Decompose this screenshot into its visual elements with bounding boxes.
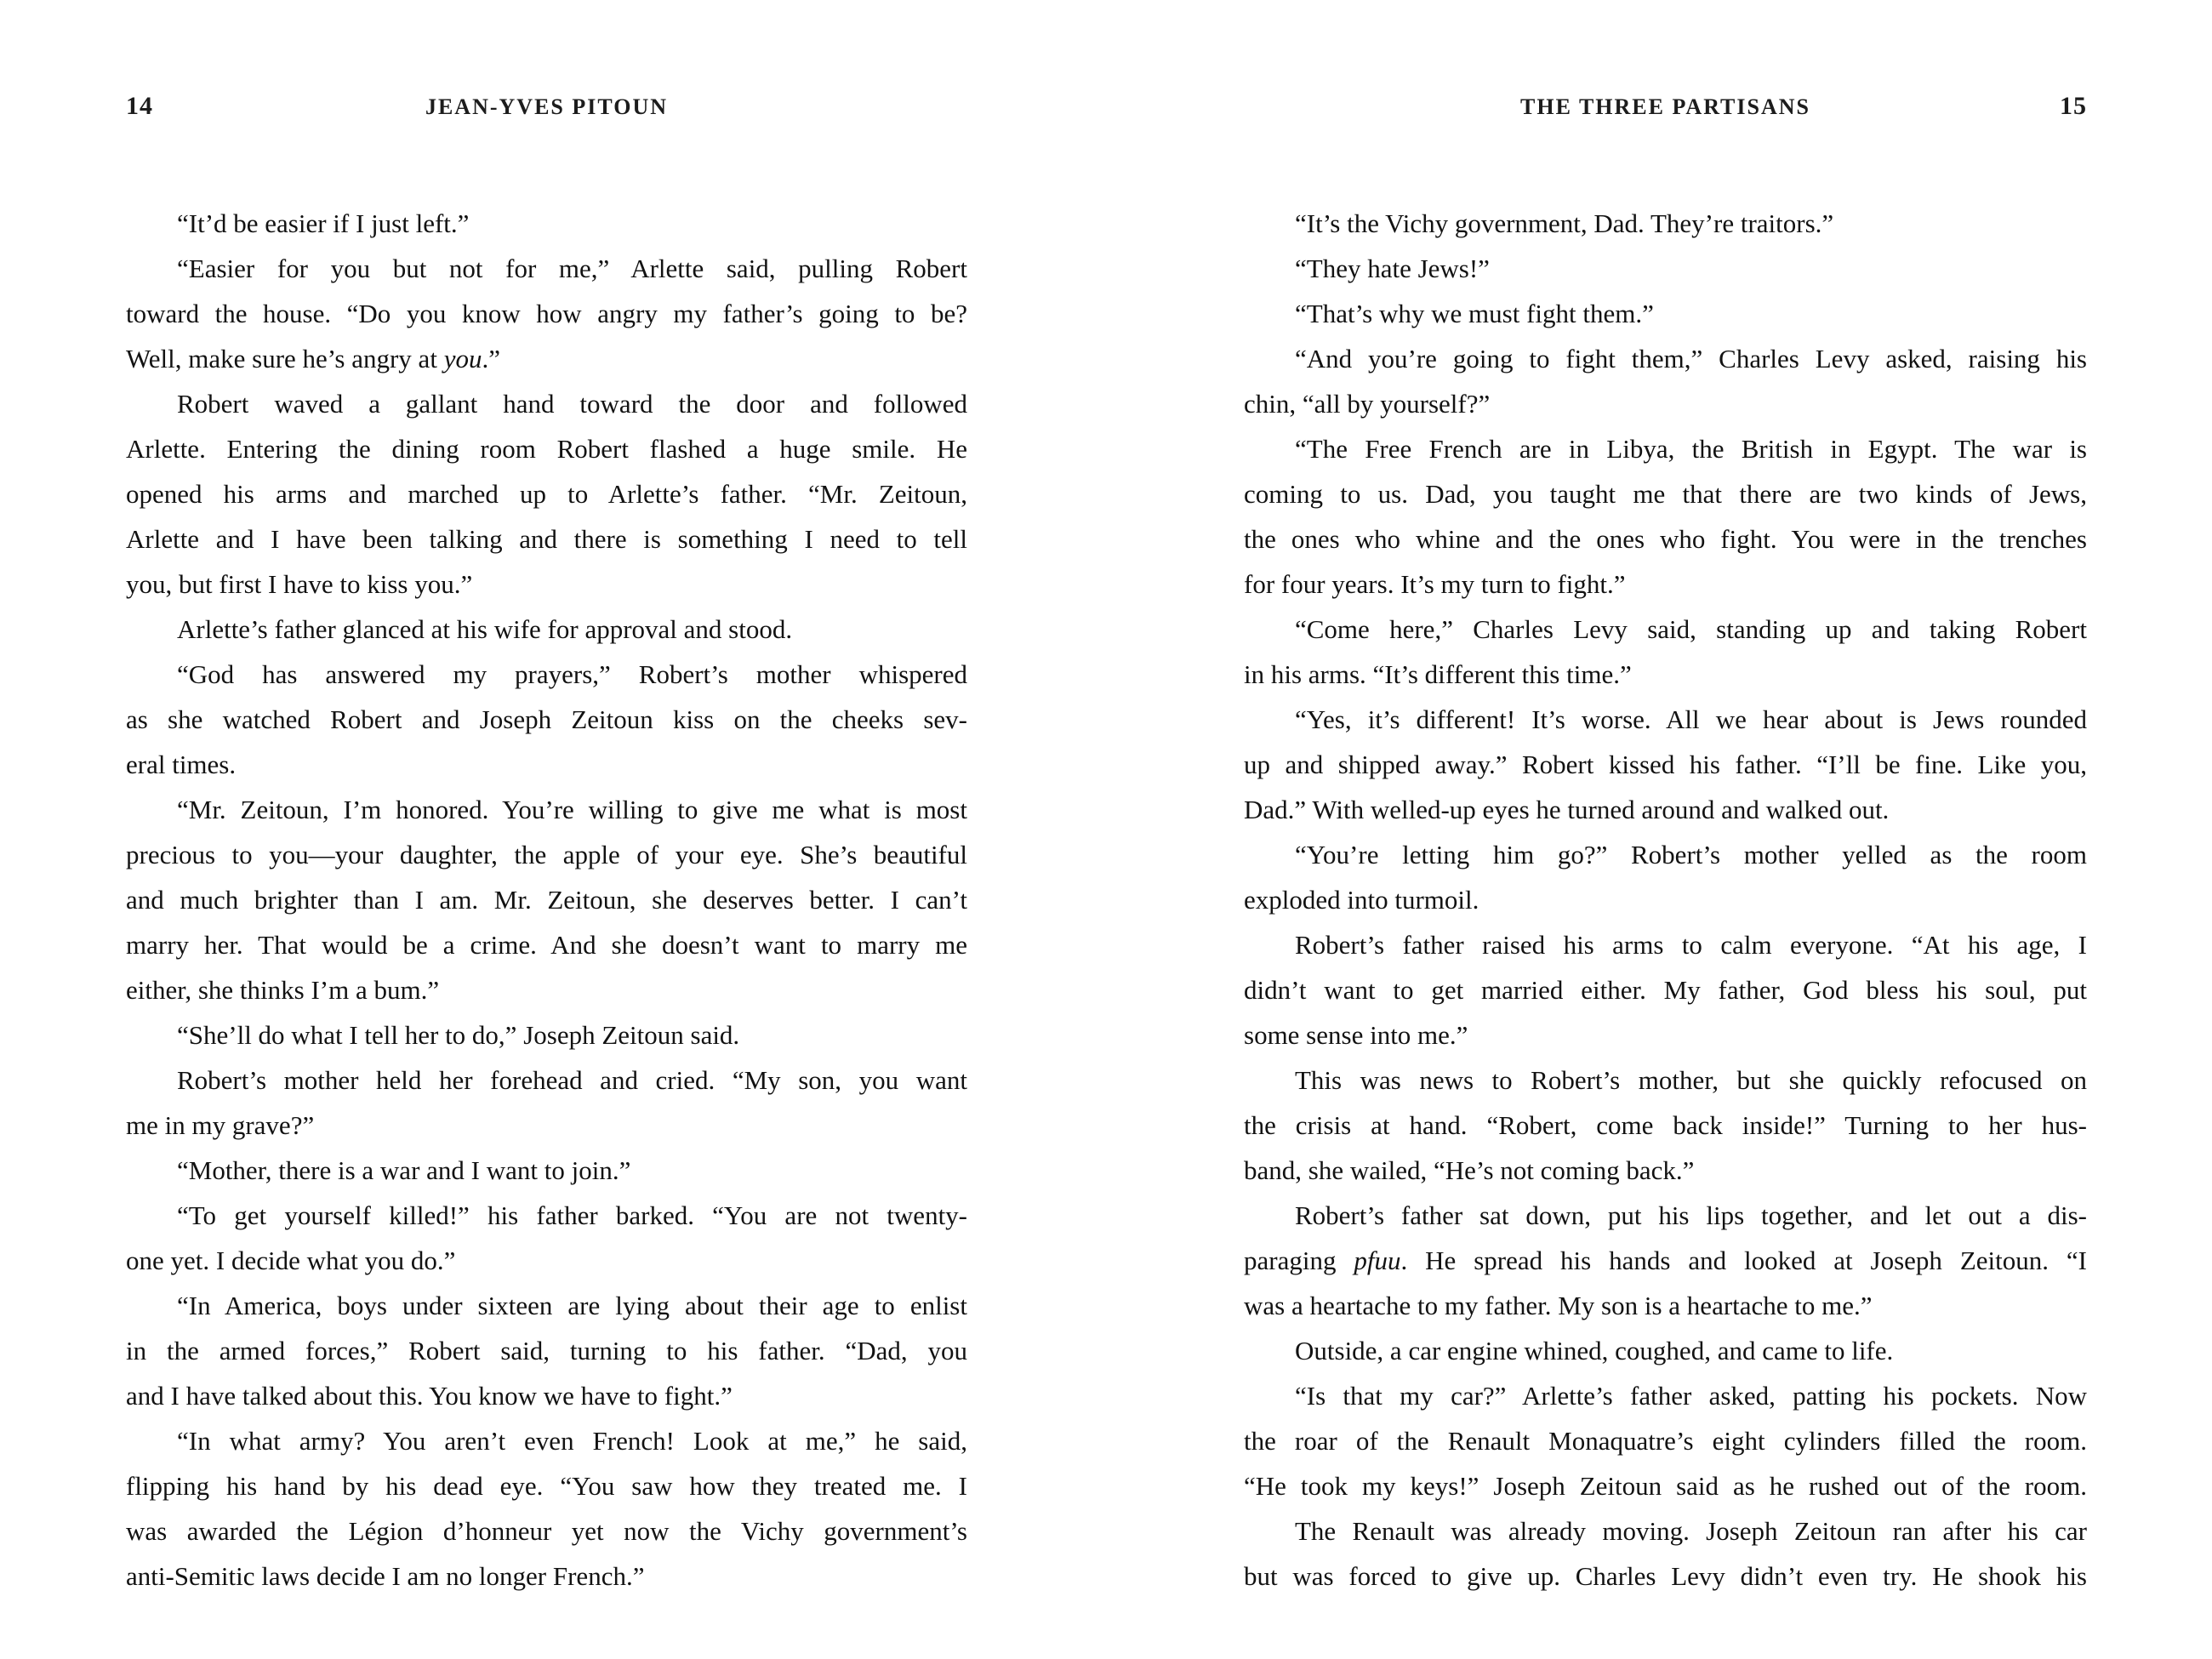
text-line: as she watched Robert and Joseph Zeitoun kiss on the cheeks sev- (126, 704, 967, 734)
text-line: “Easier for you but not for me,” Arlette said, pulling Robert (177, 254, 967, 283)
text-line: Arlette and I have been talking and there is something I need to tell (126, 524, 967, 554)
text-line: Arlette’s father glanced at his wife for approval and stood. (177, 614, 793, 644)
text-line: chin, “all by yourself?” (1244, 389, 1491, 419)
text-line: and much brighter than I am. Mr. Zeitoun, she deserves better. I can’t (126, 885, 967, 915)
text-line: “They hate Jews!” (1295, 254, 1490, 283)
text-line: either, she thinks I’m a bum.” (126, 975, 440, 1005)
text-line: coming to us. Dad, you taught me that there are two kinds of Jews, (1244, 479, 2087, 509)
text-line: “He took my keys!” Joseph Zeitoun said as he rushed out of the room. (1244, 1471, 2087, 1501)
text-line: Robert waved a gallant hand toward the door and followed (177, 389, 967, 419)
text-line: you, but first I have to kiss you.” (126, 569, 473, 599)
text-line: Robert’s father sat down, put his lips together, and let out a dis- (1295, 1200, 2087, 1230)
text-line: flipping his hand by his dead eye. “You saw how they treated me. I (126, 1471, 967, 1501)
text-line: the ones who whine and the ones who fight. You were in the trenches (1244, 524, 2087, 554)
running-header-title: THE THREE PARTISANS (1520, 94, 1810, 119)
text-line: “And you’re going to fight them,” Charles Levy asked, raising his (1295, 344, 2087, 373)
right-page (1106, 0, 2212, 1659)
text-line: the crisis at hand. “Robert, come back inside!” Turning to her hus- (1244, 1110, 2087, 1140)
text-line: This was news to Robert’s mother, but she quickly refocused on (1295, 1065, 2087, 1095)
text-line: me in my grave?” (126, 1110, 315, 1140)
text-line: “It’d be easier if I just left.” (177, 208, 470, 238)
text-line: Well, make sure he’s angry at you.” (126, 344, 500, 373)
text-line: “In what army? You aren’t even French! Look at me,” he said, (177, 1426, 967, 1456)
text-line: and I have talked about this. You know we have to fight.” (126, 1381, 733, 1411)
text-line: anti-Semitic laws decide I am no longer French.” (126, 1561, 645, 1591)
text-line: “Yes, it’s different! It’s worse. All we hear about is Jews rounded (1295, 704, 2087, 734)
text-line: “Mr. Zeitoun, I’m honored. You’re willing to give me what is most (177, 795, 967, 824)
text-line: band, she wailed, “He’s not coming back.” (1244, 1155, 1695, 1185)
text-line: “You’re letting him go?” Robert’s mother yelled as the room (1295, 840, 2087, 869)
text-line: Arlette. Entering the dining room Robert flashed a huge smile. He (126, 434, 967, 464)
text-line: “In America, boys under sixteen are lying about their age to enlist (177, 1291, 967, 1320)
text-line: toward the house. “Do you know how angry my father’s going to be? (126, 299, 967, 328)
page-number-left: 14 (126, 92, 153, 120)
right-page-header-row (1244, 90, 2087, 124)
text-line: “That’s why we must fight them.” (1295, 299, 1654, 328)
text-line: Outside, a car engine whined, coughed, and came to life. (1295, 1336, 1894, 1365)
text-line: precious to you—your daughter, the apple of your eye. She’s beautiful (126, 840, 967, 869)
text-line: some sense into me.” (1244, 1020, 1468, 1050)
text-line: up and shipped away.” Robert kissed his father. “I’ll be fine. Like you, (1244, 750, 2087, 779)
text-line: Robert’s father raised his arms to calm everyone. “At his age, I (1295, 930, 2087, 960)
text-line: for four years. It’s my turn to fight.” (1244, 569, 1626, 599)
text-line: opened his arms and marched up to Arlette’s father. “Mr. Zeitoun, (126, 479, 967, 509)
text-line: “She’ll do what I tell her to do,” Joseph Zeitoun said. (177, 1020, 740, 1050)
text-line: didn’t want to get married either. My father, God bless his soul, put (1244, 975, 2087, 1005)
text-line: was awarded the Légion d’honneur yet now the Vichy government’s (126, 1516, 967, 1546)
text-line: paraging pfuu. He spread his hands and looked at Joseph Zeitoun. “I (1244, 1246, 2087, 1275)
text-line: “To get yourself killed!” his father barked. “You are not twenty- (177, 1200, 967, 1230)
text-line: The Renault was already moving. Joseph Zeitoun ran after his car (1295, 1516, 2087, 1546)
text-line: but was forced to give up. Charles Levy didn’t even try. He shook his (1244, 1561, 2087, 1591)
text-line: eral times. (126, 750, 237, 779)
text-line: Robert’s mother held her forehead and cried. “My son, you want (177, 1065, 967, 1095)
text-line: was a heartache to my father. My son is a heartache to me.” (1244, 1291, 1873, 1320)
text-line: one yet. I decide what you do.” (126, 1246, 456, 1275)
text-line: Dad.” With welled-up eyes he turned around and walked out. (1244, 795, 1890, 824)
running-header-author: JEAN-YVES PITOUN (425, 94, 669, 119)
right-page-text-block (1244, 201, 2087, 1599)
text-line: the roar of the Renault Monaquatre’s eight cylinders filled the room. (1244, 1426, 2087, 1456)
text-line: exploded into turmoil. (1244, 885, 1479, 915)
page-number-right: 15 (2060, 92, 2087, 120)
text-line: “It’s the Vichy government, Dad. They’re traitors.” (1295, 208, 1834, 238)
text-line: in the armed forces,” Robert said, turning to his father. “Dad, you (126, 1336, 967, 1365)
text-line: marry her. That would be a crime. And she doesn’t want to marry me (126, 930, 967, 960)
left-page-header-row (126, 90, 967, 124)
left-page-text-block (126, 201, 967, 1599)
text-line: in his arms. “It’s different this time.” (1244, 659, 1632, 689)
text-line: “Is that my car?” Arlette’s father asked, patting his pockets. Now (1295, 1381, 2087, 1411)
text-line: “Come here,” Charles Levy said, standing up and taking Robert (1295, 614, 2087, 644)
text-line: “The Free French are in Libya, the British in Egypt. The war is (1295, 434, 2087, 464)
text-line: “God has answered my prayers,” Robert’s mother whispered (177, 659, 967, 689)
text-line: “Mother, there is a war and I want to join.” (177, 1155, 631, 1185)
